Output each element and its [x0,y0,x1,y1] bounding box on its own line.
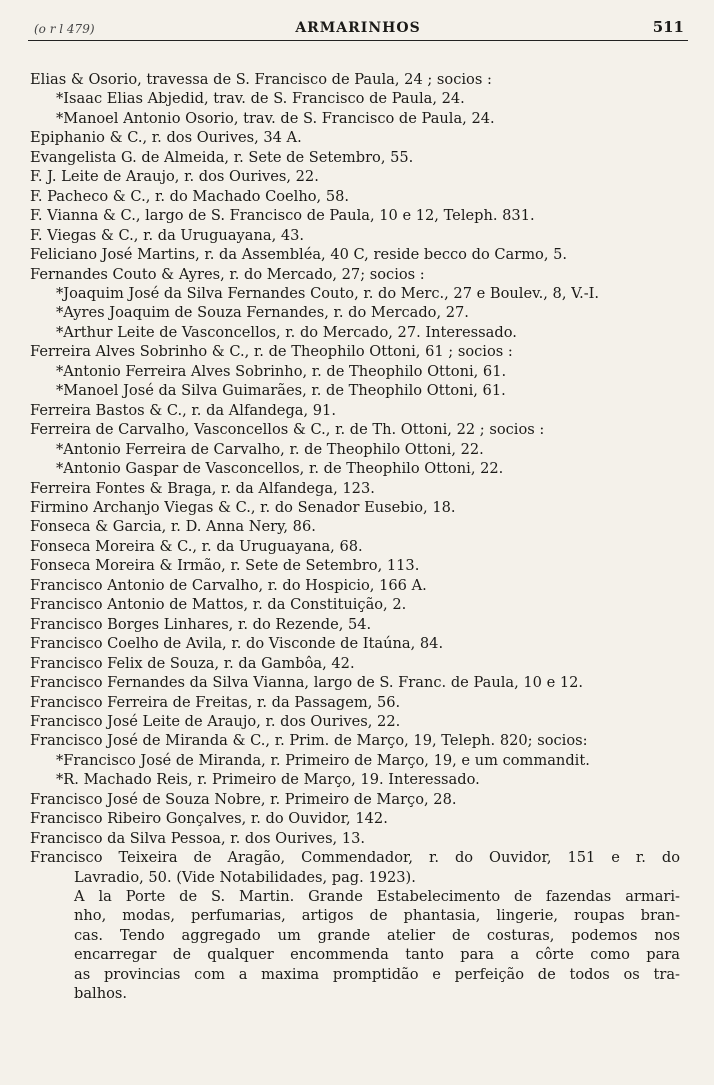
entry-line: Ferreira de Carvalho, Vasconcellos & C., r. de Th. Ottoni, 22 ; socios : [30,421,545,439]
entry-line: F. J. Leite de Araujo, r. dos Ourives, 22. [30,168,319,186]
entry-line: *Manoel José da Silva Guimarães, r. de Theophilo Ottoni, 61. [56,382,506,400]
entry-line: Ferreira Alves Sobrinho & C., r. de Theophilo Ottoni, 61 ; socios : [30,343,513,361]
entry-line: Francisco Coelho de Avila, r. do Visconde de Itaúna, 84. [30,635,444,653]
entry-line: Francisco Teixeira de Aragão, Commendador, r. do Ouvidor, 151 e r. do [30,849,680,867]
entry-line: F. Vianna & C., largo de S. Francisco de Paula, 10 e 12, Teleph. 831. [30,207,535,225]
entry-line: Lavradio, 50. (Vide Notabilidades, pag. 1923). [74,868,416,886]
entry-line: Francisco Felix de Souza, r. da Gambôa, 42. [30,654,355,672]
page-header [28,18,688,41]
entry-line: balhos. [74,985,128,1003]
entry-line: *Ayres Joaquim de Souza Fernandes, r. do Mercado, 27. [56,304,469,322]
entry-line: cas. Tendo aggregado um grande atelier de costuras, podemos nos [74,926,680,944]
entry-line: Evangelista G. de Almeida, r. Sete de Setembro, 55. [30,148,414,166]
entry-line: Francisco Antonio de Carvalho, r. do Hospicio, 166 A. [30,576,427,594]
entry-line: Fonseca Moreira & Irmão, r. Sete de Setembro, 113. [30,557,420,575]
entry-line: encarregar de qualquer encommenda tanto para a côrte como para [74,946,680,964]
entry-line: F. Viegas & C., r. da Uruguayana, 43. [30,226,305,244]
entry-line: Feliciano José Martins, r. da Assembléa, 40 C, reside becco do Carmo, 5. [30,246,568,264]
entry-line: *R. Machado Reis, r. Primeiro de Março, 19. Interessado. [56,771,480,789]
entry-line: Francisco Ribeiro Gonçalves, r. do Ouvidor, 142. [30,810,388,828]
entry-line: Ferreira Bastos & C., r. da Alfandega, 91. [30,401,336,419]
entry-line: *Antonio Ferreira de Carvalho, r. de Theophilo Ottoni, 22. [56,440,484,458]
entry-line: *Antonio Gaspar de Vasconcellos, r. de Theophilo Ottoni, 22. [56,460,504,478]
entry-line: Francisco Fernandes da Silva Vianna, largo de S. Franc. de Paula, 10 e 12. [30,674,584,692]
entry-line: *Manoel Antonio Osorio, trav. de S. Francisco de Paula, 24. [56,109,495,127]
entry-line: Francisco Ferreira de Freitas, r. da Passagem, 56. [30,693,401,711]
entry-line: Francisco da Silva Pessoa, r. dos Ourives, 13. [30,829,366,847]
header-title: ARMARINHOS [295,20,421,36]
header-section-mark: (o r l 479) [34,22,95,36]
entry-line: *Antonio Ferreira Alves Sobrinho, r. de Theophilo Ottoni, 61. [56,362,507,380]
entry-line: Firmino Archanjo Viegas & C., r. do Senador Eusebio, 18. [30,498,456,516]
entry-line: *Joaquim José da Silva Fernandes Couto, r. do Merc., 27 e Boulev., 8, V.-I. [56,284,600,302]
entry-line: Francisco José de Miranda & C., r. Prim. de Março, 19, Teleph. 820; socios: [30,732,588,750]
entry-line: *Isaac Elias Abjedid, trav. de S. Francisco de Paula, 24. [56,90,465,108]
entry-line: F. Pacheco & C., r. do Machado Coelho, 58. [30,187,350,205]
directory-listing [30,70,680,1004]
entry-line: *Arthur Leite de Vasconcellos, r. do Mercado, 27. Interessado. [56,323,517,341]
entry-line: Francisco Borges Linhares, r. do Rezende, 54. [30,615,372,633]
entry-line: A la Porte de S. Martin. Grande Estabelecimento de fazendas armari- [74,888,680,906]
entry-line: Epiphanio & C., r. dos Ourives, 34 A. [30,129,302,147]
entry-line: *Francisco José de Miranda, r. Primeiro de Março, 19, e um commandit. [56,751,590,769]
page-number: 511 [652,18,684,36]
entry-line: Ferreira Fontes & Braga, r. da Alfandega, 123. [30,479,375,497]
entry-line: as provincias com a maxima promptidão e perfeição de todos os tra- [74,965,680,983]
entry-line: Fonseca Moreira & C., r. da Uruguayana, 68. [30,537,363,555]
entry-line: Francisco Antonio de Mattos, r. da Constituição, 2. [30,596,407,614]
entry-line: Francisco José Leite de Araujo, r. dos Ourives, 22. [30,712,401,730]
entry-line: Fernandes Couto & Ayres, r. do Mercado, 27; socios : [30,265,425,283]
entry-line: nho, modas, perfumarias, artigos de phantasia, lingerie, roupas bran- [74,907,680,925]
entry-line: Francisco José de Souza Nobre, r. Primeiro de Março, 28. [30,790,457,808]
entry-line: Elias & Osorio, travessa de S. Francisco de Paula, 24 ; socios : [30,71,492,88]
entry-line: Fonseca & Garcia, r. D. Anna Nery, 86. [30,518,316,536]
